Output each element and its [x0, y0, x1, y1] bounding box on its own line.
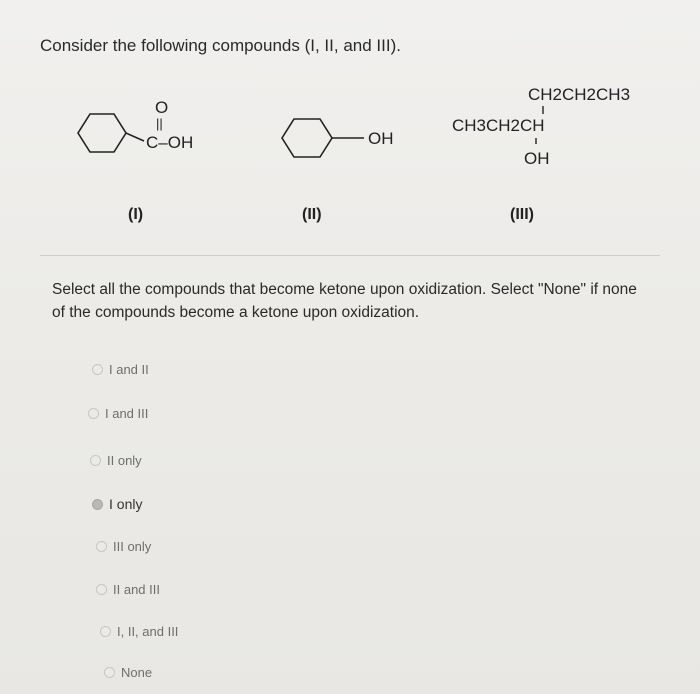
- compound-3-structure: [448, 78, 648, 178]
- option-label: None: [121, 665, 153, 680]
- compound-1-structure: [60, 95, 230, 175]
- question-title: Consider the following compounds (I, II, and III).: [40, 36, 401, 55]
- radio-i-and-ii[interactable]: [92, 364, 103, 375]
- radio-iii-only[interactable]: [96, 541, 107, 552]
- radio-none[interactable]: [104, 667, 115, 678]
- compound-3-hydroxyl: OH: [524, 149, 550, 168]
- option-ii-only[interactable]: [90, 453, 142, 468]
- compound-3-label: (III): [510, 206, 534, 223]
- compound-2-hydroxyl: OH: [368, 129, 394, 148]
- option-label: II only: [107, 453, 142, 468]
- compound-3-top-chain: CH2CH2CH3: [528, 85, 631, 104]
- option-i-and-ii[interactable]: [92, 362, 149, 377]
- compound-1-group: C–OH: [146, 133, 194, 152]
- radio-all[interactable]: [100, 626, 111, 637]
- question-prompt: Select all the compounds that become ketone upon oxidization. Select "None" if none of the compounds become a ketone upon oxidization.: [52, 281, 637, 321]
- option-label: I, II, and III: [117, 624, 179, 639]
- option-ii-and-iii[interactable]: [96, 582, 160, 597]
- compound-1-oxygen: O: [155, 98, 169, 117]
- radio-i-only[interactable]: [92, 499, 103, 510]
- option-i-and-iii[interactable]: [88, 406, 148, 421]
- option-label: I and III: [105, 406, 149, 421]
- radio-i-and-iii[interactable]: [88, 408, 99, 419]
- option-label: II and III: [113, 582, 160, 597]
- option-label: III only: [113, 539, 152, 554]
- option-none[interactable]: [104, 665, 152, 680]
- section-divider: [40, 255, 660, 256]
- option-i-only[interactable]: [92, 496, 142, 512]
- compound-2-label: (II): [302, 206, 322, 223]
- compound-2-structure: [268, 100, 418, 170]
- radio-ii-only[interactable]: [90, 455, 101, 466]
- option-label: I only: [109, 496, 143, 512]
- compound-1-label: (I): [128, 206, 144, 223]
- compound-3-main-chain: CH3CH2CH: [452, 116, 545, 135]
- radio-ii-and-iii[interactable]: [96, 584, 107, 595]
- option-label: I and II: [109, 362, 149, 377]
- option-iii-only[interactable]: [96, 539, 151, 554]
- option-all[interactable]: [100, 624, 178, 639]
- compound-1-double-bond: ||: [156, 116, 163, 131]
